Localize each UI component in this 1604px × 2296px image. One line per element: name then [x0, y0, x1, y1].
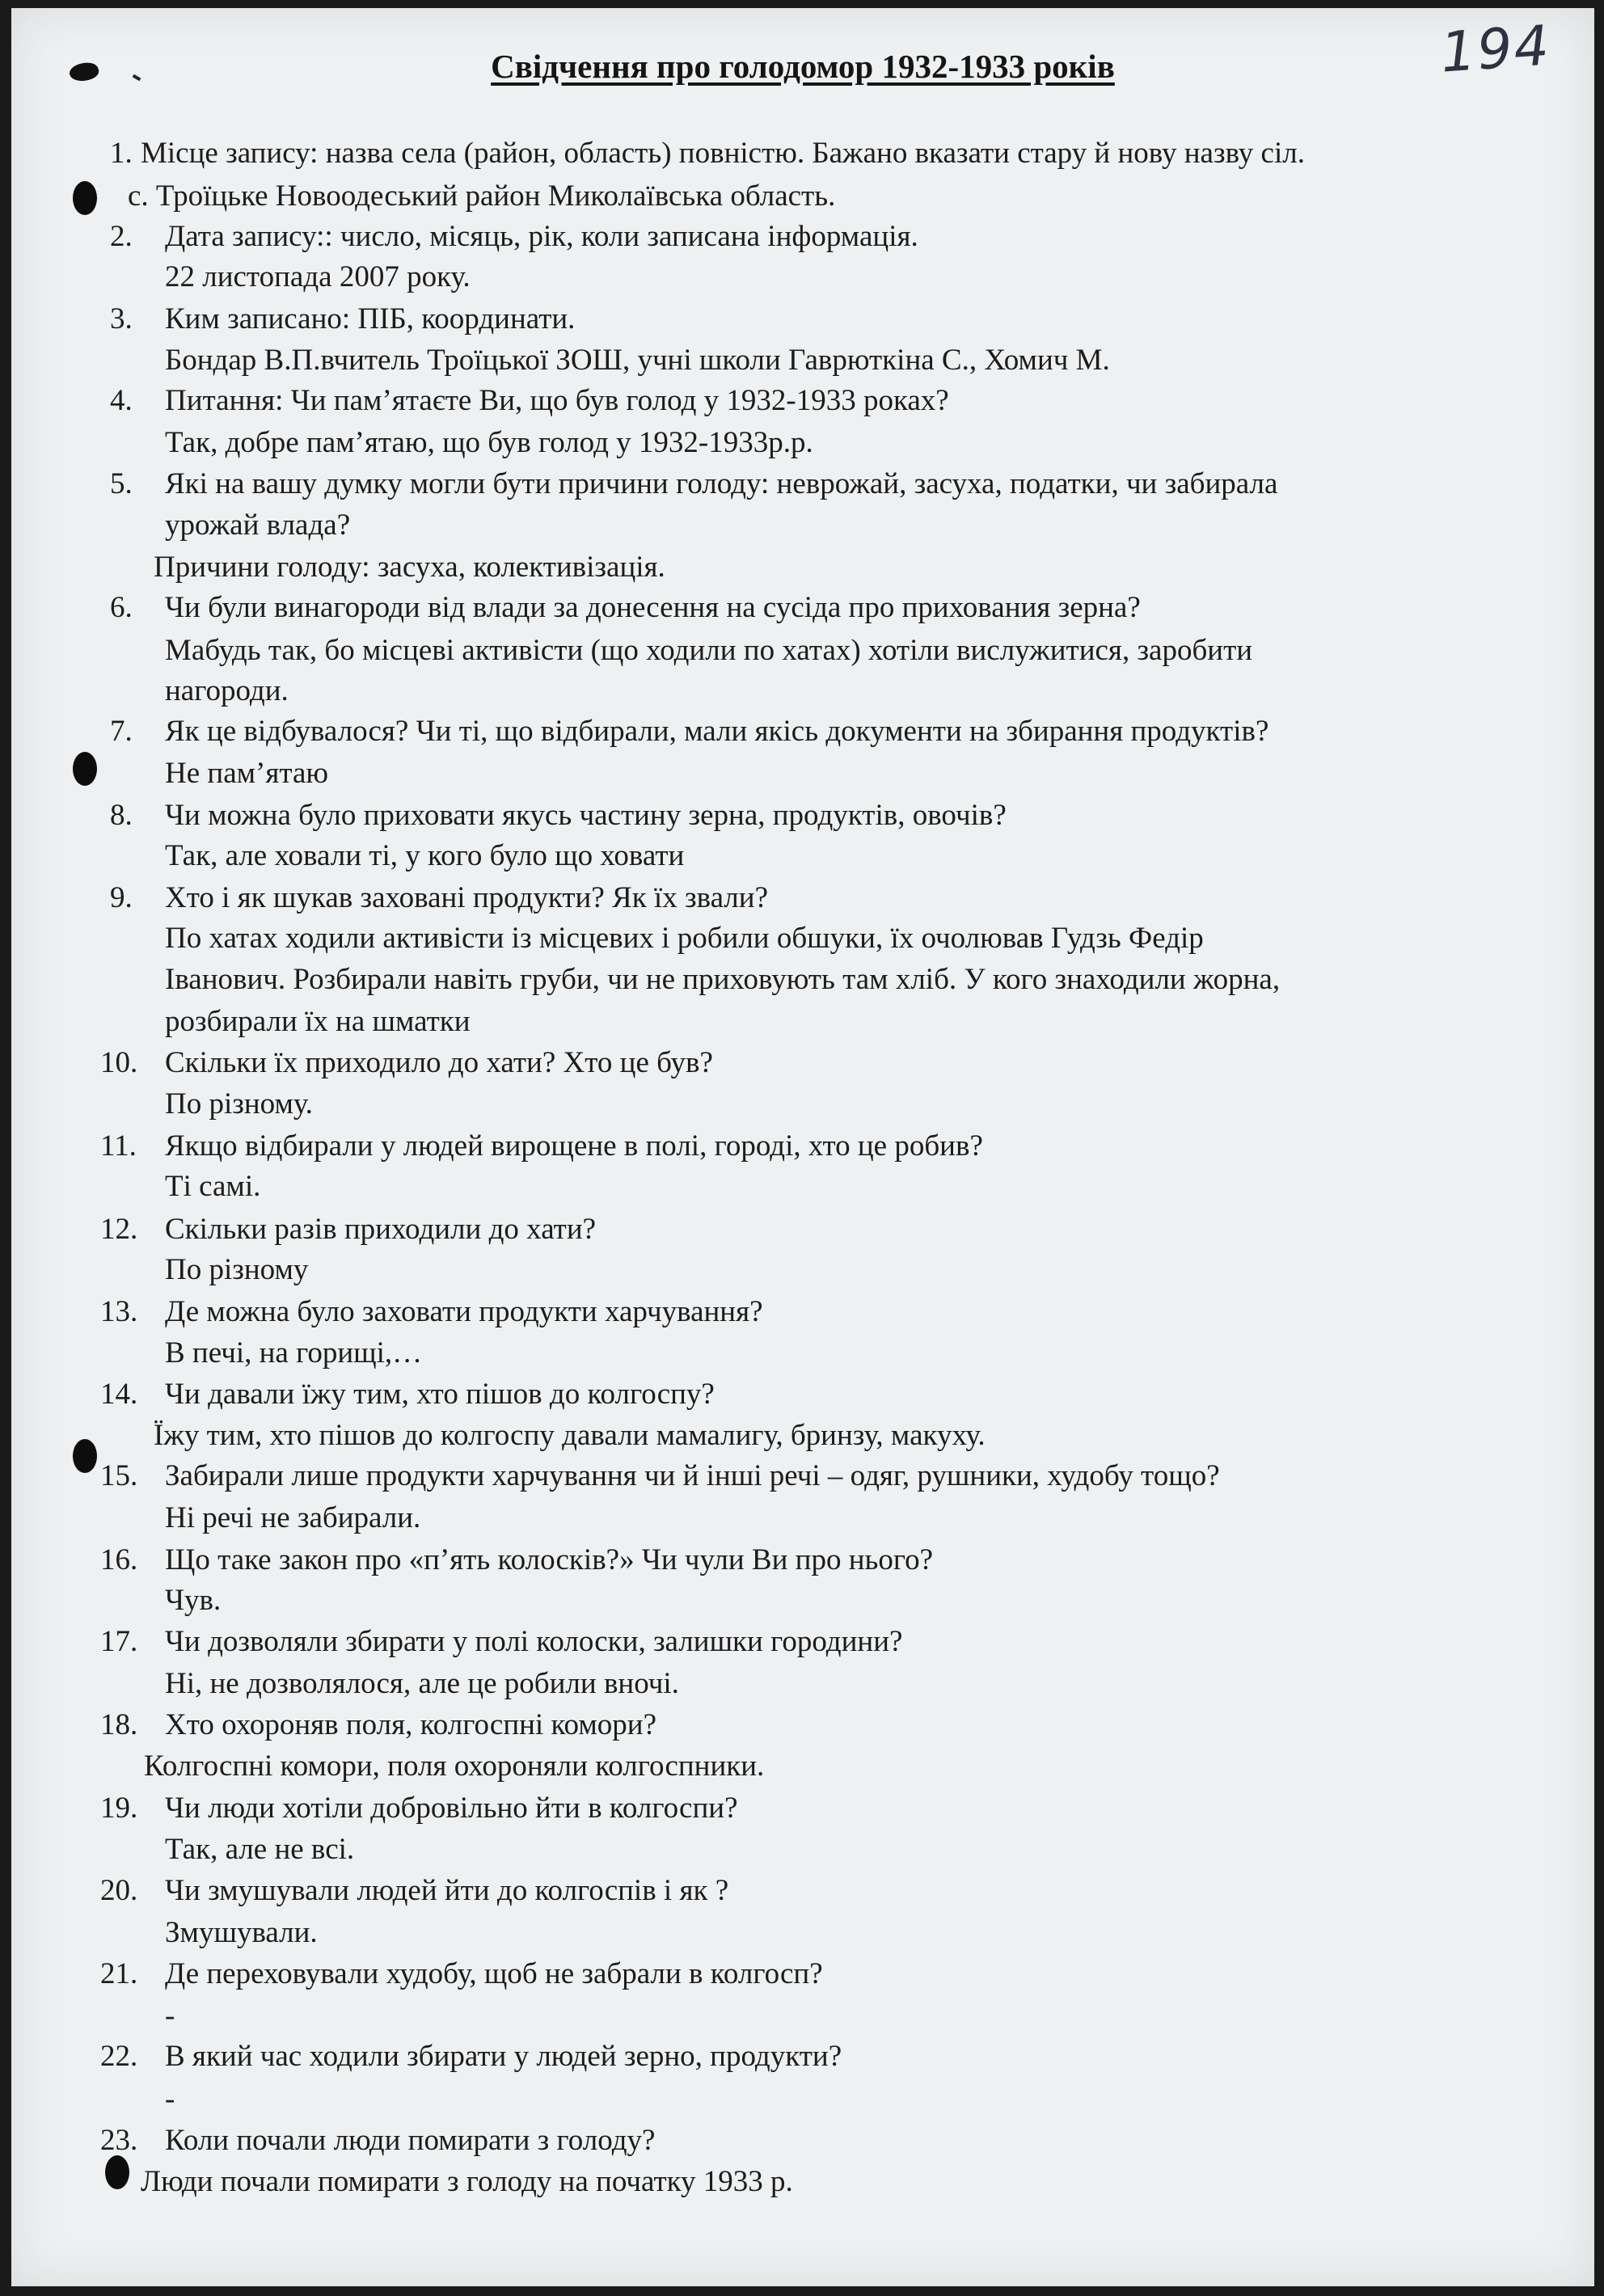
- question-number: 5.: [110, 467, 133, 500]
- question-text: Скільки їх приходило до хати? Хто це був?: [165, 1046, 713, 1079]
- question-number: 11.: [100, 1129, 137, 1163]
- answer-line: [165, 923, 1204, 953]
- question-number: 6.: [110, 591, 133, 624]
- answer-text: Так, але ховали ті, у кого було що ховати: [165, 839, 685, 872]
- question-line: [110, 883, 768, 913]
- question-number: 21.: [100, 1957, 138, 1990]
- question-text: Коли почали люди помирати з голоду?: [165, 2124, 656, 2157]
- question-text: Що таке закон про «п’ять колосків?» Чи чули Ви про нього?: [165, 1543, 934, 1576]
- answer-line: [165, 635, 1252, 665]
- testimony-body: [11, 8, 1594, 2286]
- question-text: Де переховували худобу, щоб не забрали в колгосп?: [165, 1957, 823, 1990]
- answer-text: -: [165, 1999, 175, 2032]
- question-number: 15.: [100, 1459, 138, 1492]
- answer-text: с. Троїцьке Новоодеський район Миколаївська область.: [128, 179, 836, 213]
- answer-text: Ні, не дозволялося, але це робили вночі.: [165, 1667, 679, 1700]
- question-number: 22.: [100, 2040, 138, 2073]
- answer-line: [165, 1171, 260, 1201]
- question-number: 17.: [100, 1625, 138, 1658]
- answer-text: Ні речі не забирали.: [165, 1501, 421, 1534]
- question-line: [100, 1131, 983, 1161]
- answer-line: [154, 1420, 986, 1450]
- question-text: Як це відбувалося? Чи ті, що відбирали, мали якісь документи на збирання продуктів?: [165, 715, 1269, 748]
- answer-text: Причини голоду: засуха, колективізація.: [154, 551, 665, 584]
- answer-text: Їжу тим, хто пішов до колгоспу давали мамалигу, бринзу, макуху.: [154, 1419, 986, 1452]
- question-line: [100, 1545, 933, 1575]
- answer-line: [165, 345, 1110, 375]
- answer-line: [165, 1585, 221, 1615]
- question-text: Дата запису:: число, місяць, рік, коли записана інформація.: [165, 220, 918, 253]
- answer-text: По хатах ходили активісти із місцевих і робили обшуки, їх очолював Гудзь Федір: [165, 922, 1204, 955]
- question-line: [100, 1297, 763, 1327]
- question-text: Чи можна було приховати якусь частину зерна, продуктів, овочів?: [165, 799, 1007, 832]
- answer-text: розбирали їх на шматки: [165, 1005, 471, 1038]
- question-number: 23.: [100, 2124, 138, 2157]
- question-line: [110, 800, 1007, 830]
- question-number: 14.: [100, 1378, 138, 1411]
- question-number: 4.: [110, 384, 133, 417]
- answer-text: Не пам’ятаю: [165, 757, 329, 790]
- answer-line: [128, 181, 835, 211]
- answer-text: -: [165, 2083, 175, 2116]
- answer-line: [141, 2167, 793, 2197]
- question-line: [100, 1461, 1220, 1491]
- question-line: [110, 593, 1141, 623]
- question-number: 7.: [110, 715, 133, 748]
- question-number: 18.: [100, 1708, 138, 1741]
- question-line: [100, 1959, 823, 1989]
- answer-text: урожай влада?: [165, 509, 351, 542]
- answer-line: [144, 1751, 764, 1781]
- answer-line: [165, 1089, 313, 1119]
- answer-line: [165, 1007, 471, 1036]
- question-number: 19.: [100, 1792, 138, 1825]
- question-text: Які на вашу думку могли бути причини голоду: неврожай, засуха, податки, чи забирала: [165, 467, 1278, 500]
- question-text: Питання: Чи пам’ятаєте Ви, що був голод у 1932-1933 роках?: [165, 384, 949, 417]
- question-line: [100, 1379, 715, 1409]
- answer-text: Бондар В.П.вчитель Троїцької ЗОШ, учні школи Гаврюткіна С., Хомич М.: [165, 344, 1110, 377]
- answer-line: [165, 2001, 175, 2031]
- handwritten-page-number: 194: [1438, 14, 1553, 86]
- document-title: Свідчення про голодомор 1932-1933 років: [491, 48, 1115, 85]
- question-number: 16.: [100, 1543, 138, 1576]
- answer-text: Чув.: [165, 1584, 222, 1617]
- answer-line: [154, 552, 665, 582]
- question-text: Скільки разів приходили до хати?: [165, 1213, 597, 1246]
- question-line: [100, 1710, 656, 1740]
- question-line: [110, 304, 575, 334]
- question-line: [110, 386, 949, 416]
- question-text: Чи були винагороди від влади за донесення на сусіда про прихования зерна?: [165, 591, 1141, 624]
- answer-line: [165, 1503, 420, 1533]
- question-line: [100, 1793, 738, 1823]
- question-number: 9.: [110, 881, 133, 914]
- answer-text: По різному.: [165, 1087, 313, 1121]
- answer-text: нагороди.: [165, 674, 289, 707]
- question-line: [110, 138, 1305, 168]
- answer-text: В печі, на горищі,…: [165, 1336, 423, 1370]
- question-line: [110, 716, 1268, 746]
- question-line: [100, 2041, 842, 2071]
- answer-line: [165, 1255, 308, 1285]
- answer-line: [165, 2084, 175, 2114]
- answer-text: 22 листопада 2007 року.: [165, 260, 471, 293]
- question-text: Чи люди хотіли добровільно йти в колгоспи?: [165, 1792, 738, 1825]
- answer-line: [165, 964, 1280, 994]
- answer-line: [165, 428, 813, 458]
- question-text: Хто охороняв поля, колгоспні комори?: [165, 1708, 656, 1741]
- answer-line: [165, 1918, 318, 1948]
- question-line: [100, 1876, 728, 1906]
- answer-text: Люди почали помирати з голоду на початку 1933 р.: [141, 2165, 793, 2198]
- answer-text: Колгоспні комори, поля охороняли колгоспники.: [144, 1749, 765, 1783]
- question-line: [100, 1048, 713, 1078]
- question-text: Місце запису: назва села (район, область) повністю. Бажано вказати стару й нову назву сіл.: [141, 137, 1305, 170]
- question-text: В який час ходили збирати у людей зерно, продукти?: [165, 2040, 842, 2073]
- answer-text: Мабудь так, бо місцеві активісти (що ходили по хатах) хотіли вислужитися, заробити: [165, 634, 1253, 667]
- question-number: 2.: [110, 220, 133, 253]
- answer-line: [165, 676, 289, 706]
- question-text: Чи змушували людей йти до колгоспів і як ?: [165, 1874, 729, 1907]
- question-text: Якщо відбирали у людей вирощене в полі, городі, хто це робив?: [165, 1129, 983, 1163]
- question-text: Забирали лише продукти харчування чи й інші речі – одяг, рушники, худобу тощо?: [165, 1459, 1220, 1492]
- question-line: [100, 2125, 655, 2155]
- answer-text: Так, але не всі.: [165, 1833, 355, 1866]
- answer-line: [165, 1338, 422, 1368]
- answer-text: Ті самі.: [165, 1170, 261, 1203]
- answer-line: [165, 841, 684, 871]
- document-sheet: [11, 8, 1594, 2286]
- answer-line: [165, 262, 471, 292]
- question-number: 20.: [100, 1874, 138, 1907]
- question-text: Де можна було заховати продукти харчування?: [165, 1295, 763, 1328]
- question-line: [100, 1627, 902, 1657]
- answer-text: По різному: [165, 1253, 309, 1286]
- answer-line: [165, 1669, 679, 1699]
- question-number: 12.: [100, 1213, 138, 1246]
- answer-line: [165, 758, 328, 788]
- question-number: 3.: [110, 302, 133, 336]
- question-text: Хто і як шукав заховані продукти? Як їх звали?: [165, 881, 768, 914]
- question-text: Ким записано: ПІБ, координати.: [165, 302, 576, 336]
- question-number: 13.: [100, 1295, 138, 1328]
- answer-line: [165, 1834, 354, 1864]
- answer-text: Так, добре пам’ятаю, що був голод у 1932-1933р.р.: [165, 426, 813, 459]
- question-number: 8.: [110, 799, 133, 832]
- question-line: [100, 1214, 596, 1244]
- question-number: 10.: [100, 1046, 138, 1079]
- question-line: [110, 222, 918, 251]
- question-text: Чи давали їжу тим, хто пішов до колгоспу?: [165, 1378, 715, 1411]
- question-number: 1.: [110, 137, 133, 170]
- question-text: Чи дозволяли збирати у полі колоски, залишки городини?: [165, 1625, 903, 1658]
- answer-line: [165, 510, 350, 540]
- answer-text: Змушували.: [165, 1916, 318, 1949]
- answer-text: Іванович. Розбирали навіть груби, чи не приховують там хліб. У кого знаходили жорна,: [165, 963, 1281, 996]
- question-line: [110, 469, 1277, 499]
